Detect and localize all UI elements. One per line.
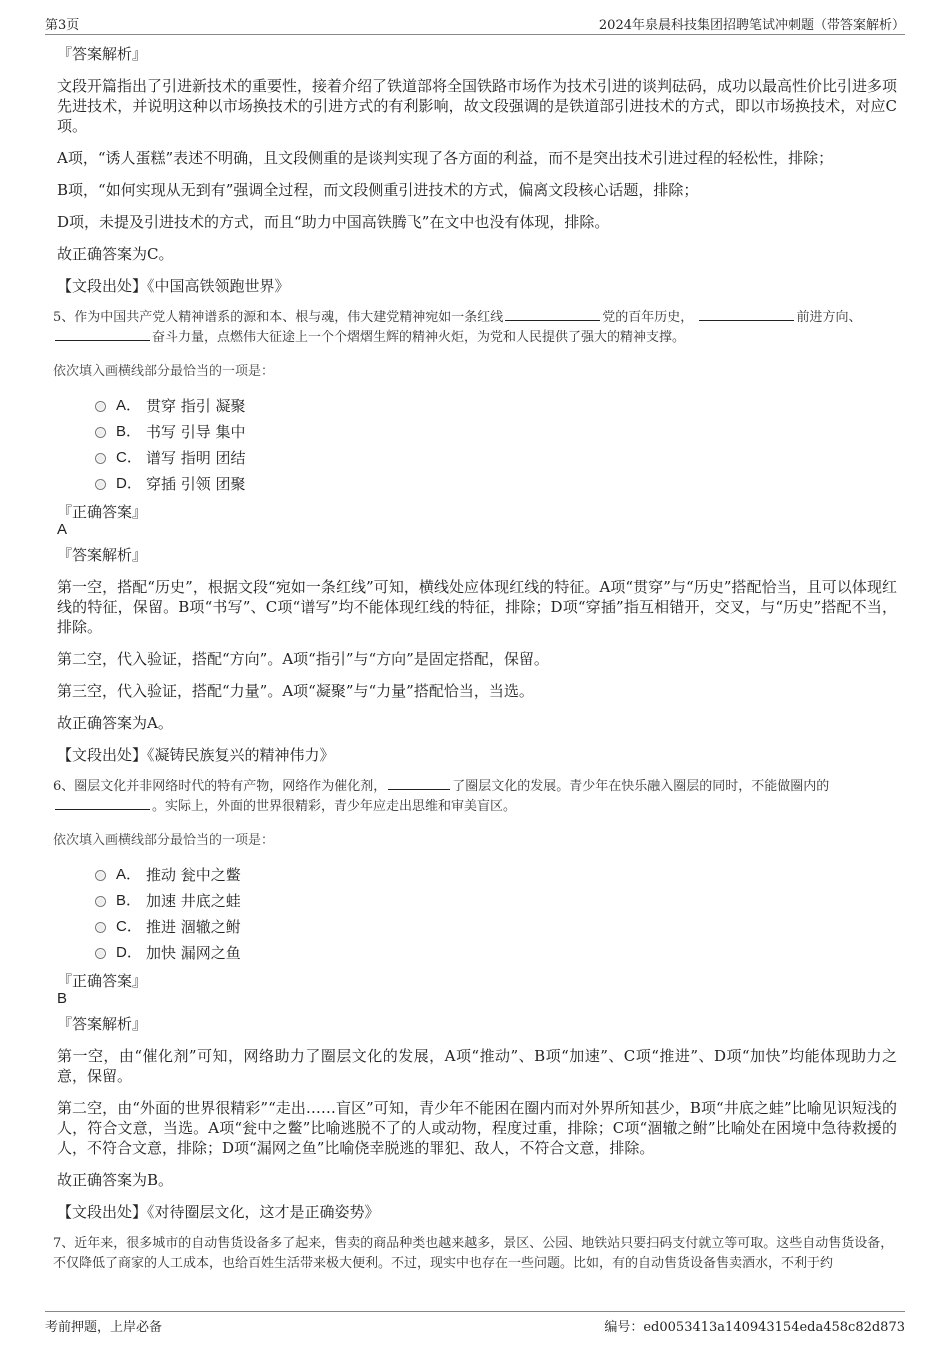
option-list bbox=[95, 862, 897, 966]
option-c[interactable] bbox=[95, 914, 897, 940]
page-number: 第3页 bbox=[45, 18, 80, 33]
option-text: 推动 瓮中之鳖 bbox=[146, 866, 241, 884]
option-key: D． bbox=[116, 944, 142, 961]
option-a[interactable] bbox=[95, 393, 897, 419]
fill-blank bbox=[699, 308, 794, 321]
question-text: 。实际上，外面的世界很精彩，青少年应走出思维和审美盲区。 bbox=[152, 799, 517, 814]
option-key: C． bbox=[116, 918, 142, 935]
fill-blank bbox=[388, 777, 450, 790]
analysis-label: 『答案解析』 bbox=[57, 546, 148, 564]
radio-button[interactable] bbox=[95, 896, 106, 907]
analysis-paragraph: 文段开篇指出了引进新技术的重要性，接着介绍了铁道部将全国铁路市场作为技术引进的谈判砝码，成功以最高性价比引进多项先进技术，并说明这种以市场换技术的引进方式的有利影响，故文段强调的是铁道部引进技术的方式，即以市场换技术，对应C项。 bbox=[57, 77, 898, 135]
document-body bbox=[53, 44, 898, 1286]
question-5 bbox=[53, 308, 897, 348]
analysis-paragraph: 第三空，代入验证，搭配“力量”。A项“凝聚”与“力量”搭配恰当，当选。 bbox=[57, 682, 534, 700]
option-text: 谱写 指明 团结 bbox=[146, 449, 246, 467]
analysis-paragraph: A项，“诱人蛋糕”表述不明确，且文段侧重的是谈判实现了各方面的利益，而不是突出技术引进过程的轻松性，排除； bbox=[57, 149, 834, 167]
question-6 bbox=[53, 777, 897, 817]
page-header bbox=[45, 12, 905, 35]
radio-button[interactable] bbox=[95, 401, 106, 412]
analysis-label: 『答案解析』 bbox=[57, 45, 148, 63]
question-prompt: 依次填入画横线部分最恰当的一项是： bbox=[53, 833, 275, 848]
radio-button[interactable] bbox=[95, 427, 106, 438]
option-key: A． bbox=[116, 397, 142, 414]
option-key: A． bbox=[116, 866, 142, 883]
fill-blank bbox=[505, 308, 600, 321]
radio-button[interactable] bbox=[95, 870, 106, 881]
radio-button[interactable] bbox=[95, 948, 106, 959]
radio-button[interactable] bbox=[95, 479, 106, 490]
analysis-paragraph: 故正确答案为C。 bbox=[57, 245, 174, 263]
question-text: 前进方向、 bbox=[796, 310, 862, 325]
question-text: 党的百年历史， bbox=[602, 310, 694, 325]
analysis-paragraph: 第一空，搭配“历史”，根据文段“宛如一条红线”可知，横线处应体现红线的特征。A项“贯穿”与“历史”搭配恰当，且可以体现红线的特征，保留。B项“书写”、C项“谱写”均不能体现红线的特征，排除；D项“穿插”指互相错开，交叉，与“历史”搭配不当，排除。 bbox=[57, 578, 897, 636]
radio-button[interactable] bbox=[95, 922, 106, 933]
option-c[interactable] bbox=[95, 445, 897, 471]
option-key: C． bbox=[116, 449, 142, 466]
document-code: 编号：ed0053413a140943154eda458c82d873 bbox=[604, 1320, 905, 1335]
option-d[interactable] bbox=[95, 940, 897, 966]
option-a[interactable] bbox=[95, 862, 897, 888]
analysis-label: 『答案解析』 bbox=[57, 1015, 148, 1033]
correct-answer: B bbox=[57, 990, 68, 1007]
question-7: 7、近年来，很多城市的自动售货设备多了起来，售卖的商品种类也越来越多，景区、公园、地铁站只要扫码支付就立等可取。这些自动售货设备，不仅降低了商家的人工成本，也给百姓生活带来极大便利。不过，现实中也存在一些问题。比如，有的自动售货设备售卖酒水，不利于约 bbox=[53, 1236, 894, 1271]
fill-blank bbox=[55, 328, 150, 341]
question-text: 了圈层文化的发展。青少年在快乐融入圈层的同时，不能做圈内的 bbox=[452, 779, 830, 794]
option-text: 穿插 引领 团聚 bbox=[146, 475, 246, 493]
option-b[interactable] bbox=[95, 888, 897, 914]
option-key: B． bbox=[116, 892, 142, 909]
analysis-paragraph: 第二空，代入验证，搭配“方向”。A项“指引”与“方向”是固定搭配，保留。 bbox=[57, 650, 549, 668]
question-text: 5、作为中国共产党人精神谱系的源和本、根与魂，伟大建党精神宛如一条红线 bbox=[53, 310, 504, 325]
question-prompt: 依次填入画横线部分最恰当的一项是： bbox=[53, 364, 275, 379]
option-key: B． bbox=[116, 423, 142, 440]
option-text: 加快 漏网之鱼 bbox=[146, 944, 241, 962]
option-text: 加速 井底之蛙 bbox=[146, 892, 241, 910]
source-citation: 【文段出处】《中国高铁领跑世界》 bbox=[57, 277, 290, 295]
source-citation: 【文段出处】《对待圈层文化，这才是正确姿势》 bbox=[57, 1203, 380, 1221]
analysis-paragraph: B项，“如何实现从无到有”强调全过程，而文段侧重引进技术的方式，偏离文段核心话题，排除； bbox=[57, 181, 699, 199]
footer-slogan: 考前押题，上岸必备 bbox=[45, 1320, 163, 1335]
fill-blank bbox=[55, 797, 150, 810]
option-text: 推进 涸辙之鲋 bbox=[146, 918, 241, 936]
analysis-paragraph: 第一空，由“催化剂”可知，网络助力了圈层文化的发展，A项“推动”、B项“加速”、C项“推进”、D项“加快”均能体现助力之意，保留。 bbox=[57, 1047, 897, 1085]
analysis-paragraph: 故正确答案为A。 bbox=[57, 714, 173, 732]
option-text: 书写 引导 集中 bbox=[146, 423, 246, 441]
option-b[interactable] bbox=[95, 419, 897, 445]
option-list bbox=[95, 393, 897, 497]
analysis-paragraph: D项，未提及引进技术的方式，而且“助力中国高铁腾飞”在文中也没有体现，排除。 bbox=[57, 213, 610, 231]
correct-answer: A bbox=[57, 521, 68, 538]
option-d[interactable] bbox=[95, 471, 897, 497]
option-key: D． bbox=[116, 475, 142, 492]
source-citation: 【文段出处】《凝铸民族复兴的精神伟力》 bbox=[57, 746, 335, 764]
document-title: 2024年泉晨科技集团招聘笔试冲刺题（带答案解析） bbox=[598, 18, 905, 33]
correct-answer-label: 『正确答案』 bbox=[57, 972, 148, 990]
question-text: 奋斗力量，点燃伟大征途上一个个熠熠生辉的精神火炬，为党和人民提供了强大的精神支撑。 bbox=[152, 330, 686, 345]
option-text: 贯穿 指引 凝聚 bbox=[146, 397, 246, 415]
question-text: 6、圈层文化并非网络时代的特有产物，网络作为催化剂， bbox=[53, 779, 387, 794]
correct-answer-label: 『正确答案』 bbox=[57, 503, 148, 521]
analysis-paragraph: 故正确答案为B。 bbox=[57, 1171, 174, 1189]
radio-button[interactable] bbox=[95, 453, 106, 464]
analysis-paragraph: 第二空，由“外面的世界很精彩”“走出……盲区”可知，青少年不能困在圈内而对外界所知甚少，B项“井底之蛙”比喻见识短浅的人，符合文意，当选。A项“瓮中之鳖”比喻逃脱不了的人或动物，程度过重，排除；C项“涸辙之鲋”比喻处在困境中急待救援的人，不符合文意，排除；D项“漏网之鱼”比喻侥幸脱逃的罪犯、敌人，不符合文意，排除。 bbox=[57, 1099, 897, 1157]
page-footer bbox=[45, 1311, 905, 1336]
